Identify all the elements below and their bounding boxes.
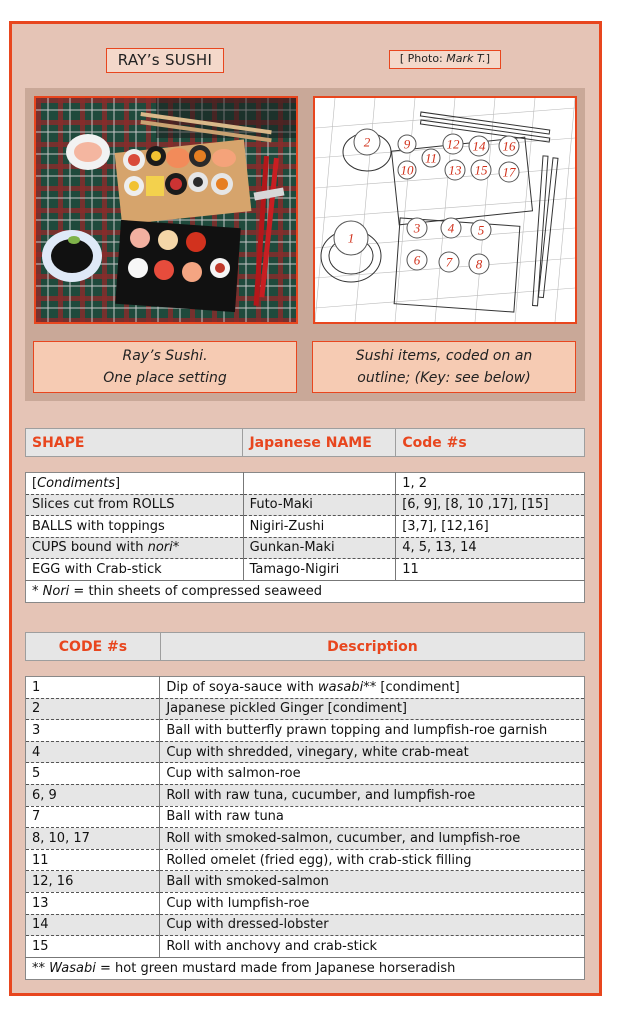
shape-text: nori <box>147 540 173 556</box>
description-cell <box>160 849 585 871</box>
description-text: Dip of soya-sauce with <box>166 679 319 695</box>
codes-col-header: Code #s <box>396 429 585 457</box>
code-cell: 4 <box>26 741 160 763</box>
description-text: wasabi <box>318 679 364 695</box>
shape-cell <box>26 559 244 581</box>
japanese-name-col-header: Japanese NAME <box>243 429 396 457</box>
code-cell: 6, 9 <box>26 784 160 806</box>
code-row <box>26 806 585 828</box>
description-text: Japanese pickled Ginger [condiment] <box>166 701 408 717</box>
outline-code-label: 16 <box>502 138 516 154</box>
caption-right <box>312 341 576 393</box>
shape-row <box>26 494 585 516</box>
caption-left-line-1: Ray’s Sushi. <box>122 348 208 364</box>
code-cell: 3 <box>26 720 160 742</box>
outline-code-label: 6 <box>413 252 421 268</box>
code-row <box>26 892 585 914</box>
credit-label: [ Photo: <box>399 52 447 65</box>
description-cell <box>160 806 585 828</box>
code-col-header: CODE #s <box>26 633 161 661</box>
japanese-name-cell: Nigiri-Zushi <box>243 516 396 538</box>
description-cell <box>160 914 585 936</box>
caption-right-line-1: Sushi items, coded on an <box>355 348 533 364</box>
code-row <box>26 914 585 936</box>
description-text: ** [condiment] <box>363 679 460 695</box>
description-cell <box>160 677 585 699</box>
footnote-text: * <box>32 583 43 599</box>
shape-cell <box>26 494 244 516</box>
code-row <box>26 763 585 785</box>
page-title: RAY’s SUSHI <box>106 48 224 73</box>
shape-text: * <box>172 540 180 556</box>
description-text: Ball with smoked-salmon <box>166 874 329 890</box>
outline-code-label: 11 <box>424 150 438 166</box>
description-text: Rolled omelet (fried egg), with crab-stick filling <box>166 852 472 868</box>
outline-code-label: 9 <box>403 136 411 152</box>
footnote-text: ** <box>32 960 50 976</box>
code-row <box>26 784 585 806</box>
description-text: Cup with dressed-lobster <box>166 917 329 933</box>
shape-row <box>26 559 585 581</box>
description-cell <box>160 720 585 742</box>
outline-code-label: 14 <box>472 138 486 154</box>
code-cell: 1 <box>26 677 160 699</box>
codes-cell: [3,7], [12,16] <box>396 516 585 538</box>
description-text: Cup with shredded, vinegary, white crab-meat <box>166 744 469 760</box>
nori-footnote <box>26 580 585 602</box>
outline-code-label: 8 <box>475 256 483 272</box>
footnote-text: = hot green mustard made from Japanese horseradish <box>95 960 456 976</box>
shape-text: Slices cut from ROLLS <box>32 497 175 513</box>
description-cell <box>160 698 585 720</box>
footnote-text: Wasabi <box>49 960 96 976</box>
codes-cell: 11 <box>396 559 585 581</box>
sushi-outline-drawing <box>315 98 575 322</box>
shape-text: ] <box>114 475 121 491</box>
outline-code-label: 7 <box>445 254 453 270</box>
credit-name: Mark T. <box>446 52 486 65</box>
outline-code-label: 15 <box>474 162 488 178</box>
description-text: Ball with raw tuna <box>166 809 284 825</box>
description-text: Roll with smoked-salmon, cucumber, and lumpfish-roe <box>166 830 521 846</box>
description-cell <box>160 763 585 785</box>
code-row <box>26 849 585 871</box>
outline-code-label: 12 <box>446 136 460 152</box>
shape-cell <box>26 537 244 559</box>
outline-code-label: 3 <box>413 220 421 236</box>
code-row <box>26 720 585 742</box>
caption-right-line-2: outline; (Key: see below) <box>357 370 531 386</box>
code-row <box>26 677 585 699</box>
japanese-name-cell: Futo-Maki <box>243 494 396 516</box>
code-row <box>26 698 585 720</box>
outline-code-label: 2 <box>363 134 371 150</box>
shape-table-header <box>25 428 585 457</box>
shape-text: CUPS bound with <box>32 540 148 556</box>
footnote-text: = thin sheets of compressed seaweed <box>69 583 323 599</box>
description-text: Roll with raw tuna, cucumber, and lumpfish-roe <box>166 787 476 803</box>
description-text: Roll with anchovy and crab-stick <box>166 938 377 954</box>
code-table <box>25 676 585 980</box>
sushi-photo <box>34 96 298 324</box>
description-cell <box>160 828 585 850</box>
shape-cell <box>26 473 244 495</box>
codes-cell: 1, 2 <box>396 473 585 495</box>
japanese-name-cell <box>243 473 396 495</box>
outline-code-label: 4 <box>447 220 455 236</box>
sushi-photo-illustration <box>36 98 296 322</box>
description-text: Ball with butterfly prawn topping and lumpfish-roe garnish <box>166 722 548 738</box>
japanese-name-cell: Gunkan-Maki <box>243 537 396 559</box>
code-cell: 8, 10, 17 <box>26 828 160 850</box>
code-row <box>26 871 585 893</box>
description-cell <box>160 871 585 893</box>
shape-row <box>26 516 585 538</box>
description-cell <box>160 784 585 806</box>
shape-row <box>26 473 585 495</box>
caption-left <box>33 341 297 393</box>
description-col-header: Description <box>160 633 584 661</box>
outline-code-label: 13 <box>448 162 462 178</box>
description-cell <box>160 892 585 914</box>
code-cell: 2 <box>26 698 160 720</box>
code-cell: 11 <box>26 849 160 871</box>
photo-credit <box>389 50 501 69</box>
shape-text: BALLS with toppings <box>32 518 165 534</box>
description-text: Cup with salmon-roe <box>166 766 301 782</box>
description-cell <box>160 741 585 763</box>
outline-code-label: 17 <box>502 164 516 180</box>
footnote-cell <box>26 580 585 602</box>
outline-code-label: 1 <box>347 230 355 246</box>
code-cell: 13 <box>26 892 160 914</box>
shape-cell <box>26 516 244 538</box>
wasabi-footnote <box>26 957 585 979</box>
code-cell: 15 <box>26 936 160 958</box>
code-cell: 5 <box>26 763 160 785</box>
code-row <box>26 828 585 850</box>
shape-row <box>26 537 585 559</box>
code-row <box>26 741 585 763</box>
credit-close: ] <box>485 52 491 65</box>
shape-text: EGG with Crab-stick <box>32 561 162 577</box>
codes-cell: 4, 5, 13, 14 <box>396 537 585 559</box>
code-cell: 14 <box>26 914 160 936</box>
footnote-cell <box>26 957 585 979</box>
japanese-name-cell: Tamago-Nigiri <box>243 559 396 581</box>
footnote-text: Nori <box>42 583 70 599</box>
code-row <box>26 936 585 958</box>
outline-code-label: 10 <box>400 162 414 178</box>
code-cell: 7 <box>26 806 160 828</box>
shape-text: Condiments <box>37 475 115 491</box>
description-cell <box>160 936 585 958</box>
description-text: Cup with lumpfish-roe <box>166 895 310 911</box>
code-table-header <box>25 632 585 661</box>
caption-left-line-2: One place setting <box>103 370 227 386</box>
codes-cell: [6, 9], [8, 10 ,17], [15] <box>396 494 585 516</box>
outline-code-label: 5 <box>477 222 485 238</box>
sushi-outline <box>313 96 577 324</box>
shape-text: [ <box>32 475 38 491</box>
shape-col-header: SHAPE <box>26 429 243 457</box>
code-cell: 12, 16 <box>26 871 160 893</box>
shape-table <box>25 472 585 603</box>
